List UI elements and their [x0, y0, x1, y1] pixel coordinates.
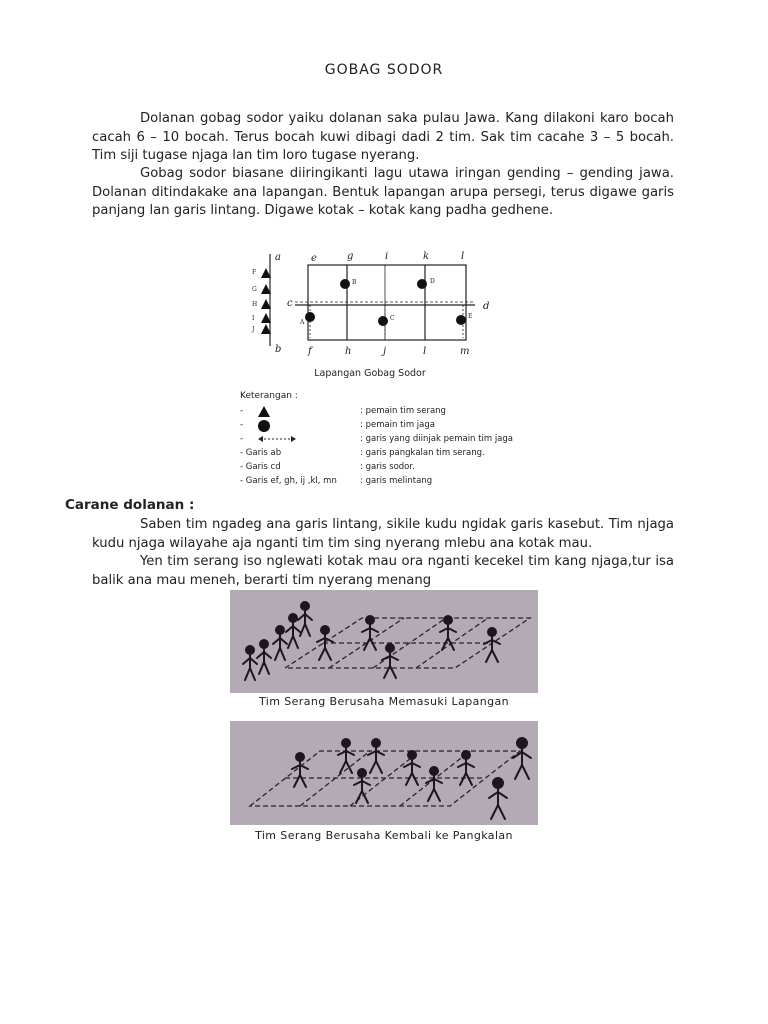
- svg-text:D: D: [430, 278, 435, 285]
- intro-paragraph-1-text: Dolanan gobag sodor yaiku dolanan saka pulau Jawa. Kang dilakoni karo bocah cacah 6 – 10 bocah. Terus bocah kuwi dibagi dadi 2 tim. Sak tim cacahe 3 – 5 bocah. Tim siji tugase njaga lan tim loro tugase nyerang.: [92, 111, 674, 163]
- legend-title: Keterangan :: [240, 391, 298, 401]
- photo-2-caption: Tim Serang Berusaha Kembali ke Pangkalan: [255, 829, 513, 842]
- diagram-legend: [238, 389, 548, 489]
- diagram-letter-g: g: [347, 251, 354, 262]
- section-paragraph-2-text: Yen tim serang iso nglewati kotak mau ora nganti kecekel tim kang njaga,tur isa balik ana mau meneh, berarti tim nyerang menang: [92, 554, 674, 588]
- field-diagram: [235, 246, 535, 386]
- diagram-letter-l-top: l: [461, 251, 465, 262]
- section-paragraph-1: [92, 516, 674, 553]
- svg-text:E: E: [468, 313, 473, 320]
- diagram-letter-h: h: [345, 346, 352, 357]
- attacker-G: [252, 284, 271, 294]
- legend-desc-6: : garis melintang: [360, 476, 433, 486]
- attacker-F: [252, 268, 271, 278]
- svg-text:H: H: [252, 301, 258, 308]
- legend-key-5: - Garis cd: [240, 462, 281, 472]
- defender-E: [456, 313, 472, 325]
- svg-text:G: G: [252, 286, 257, 293]
- legend-key-1: -: [240, 406, 244, 416]
- defender-B: [340, 279, 357, 289]
- intro-paragraph-2: [92, 165, 674, 221]
- diagram-letter-a: a: [275, 252, 281, 263]
- diagram-letter-k: k: [423, 251, 430, 262]
- defender-D: [417, 278, 435, 289]
- svg-text:J: J: [252, 326, 255, 333]
- photo-attack-returning: [230, 721, 538, 825]
- defender-A: [299, 312, 315, 326]
- legend-desc-5: : garis sodor.: [360, 462, 415, 472]
- defender-C: [378, 315, 395, 326]
- svg-text:C: C: [390, 315, 395, 322]
- legend-desc-2: : pemain tim jaga: [360, 420, 435, 430]
- svg-text:A: A: [300, 319, 305, 326]
- intro-paragraph-1: [92, 110, 674, 166]
- diagram-letter-c: c: [287, 298, 293, 309]
- intro-paragraph-2-text: Gobag sodor biasane diiringikanti lagu utawa iringan gending – gending jawa. Dolanan ditindakake ana lapangan. Bentuk lapangan arupa persegi, terus digawe garis panjang lan garis lintang. Digawe kotak – kotak kang padha gedhene.: [92, 166, 674, 218]
- attacker-I: [252, 313, 271, 323]
- section-paragraph-2: [92, 553, 674, 590]
- legend-desc-1: : pemain tim serang: [360, 406, 446, 416]
- legend-key-2: -: [240, 420, 244, 430]
- diagram-letter-m: m: [460, 346, 470, 357]
- diagram-letter-j: j: [383, 346, 387, 357]
- attacker-J: [251, 324, 271, 334]
- legend-desc-4: : garis pangkalan tim serang.: [360, 448, 485, 458]
- svg-text:B: B: [352, 279, 357, 286]
- dashed-arrow-icon: [258, 436, 296, 442]
- svg-text:F: F: [252, 269, 257, 276]
- attacker-H: [252, 299, 271, 309]
- diagram-letter-i: i: [385, 251, 389, 262]
- diagram-letter-d: d: [483, 301, 490, 312]
- section-heading: Carane dolanan :: [65, 497, 195, 513]
- legend-key-3: -: [240, 434, 244, 444]
- svg-text:I: I: [252, 315, 255, 322]
- legend-key-6: - Garis ef, gh, ij ,kl, mn: [240, 476, 337, 486]
- section-paragraph-1-text: Saben tim ngadeg ana garis lintang, sikile kudu ngidak garis kasebut. Tim njaga kudu njaga wilayahe aja nganti tim tim sing nyerang mlebu ana kotak mau.: [92, 517, 674, 551]
- page-title: GOBAG SODOR: [324, 62, 444, 78]
- legend-key-4: - Garis ab: [240, 448, 282, 458]
- diagram-letter-b: b: [275, 344, 282, 355]
- photo-1-caption: Tim Serang Berusaha Memasuki Lapangan: [259, 695, 509, 708]
- diagram-letter-l-bottom: l: [423, 346, 427, 357]
- diagram-letter-f: f: [308, 346, 312, 357]
- photo-attack-entering: [230, 590, 538, 693]
- legend-desc-3: : garis yang diinjak pemain tim jaga: [360, 434, 513, 444]
- diagram-letter-e: e: [311, 253, 317, 264]
- circle-icon: [258, 420, 270, 432]
- triangle-icon: [258, 406, 270, 417]
- diagram-caption: Lapangan Gobag Sodor: [314, 368, 426, 379]
